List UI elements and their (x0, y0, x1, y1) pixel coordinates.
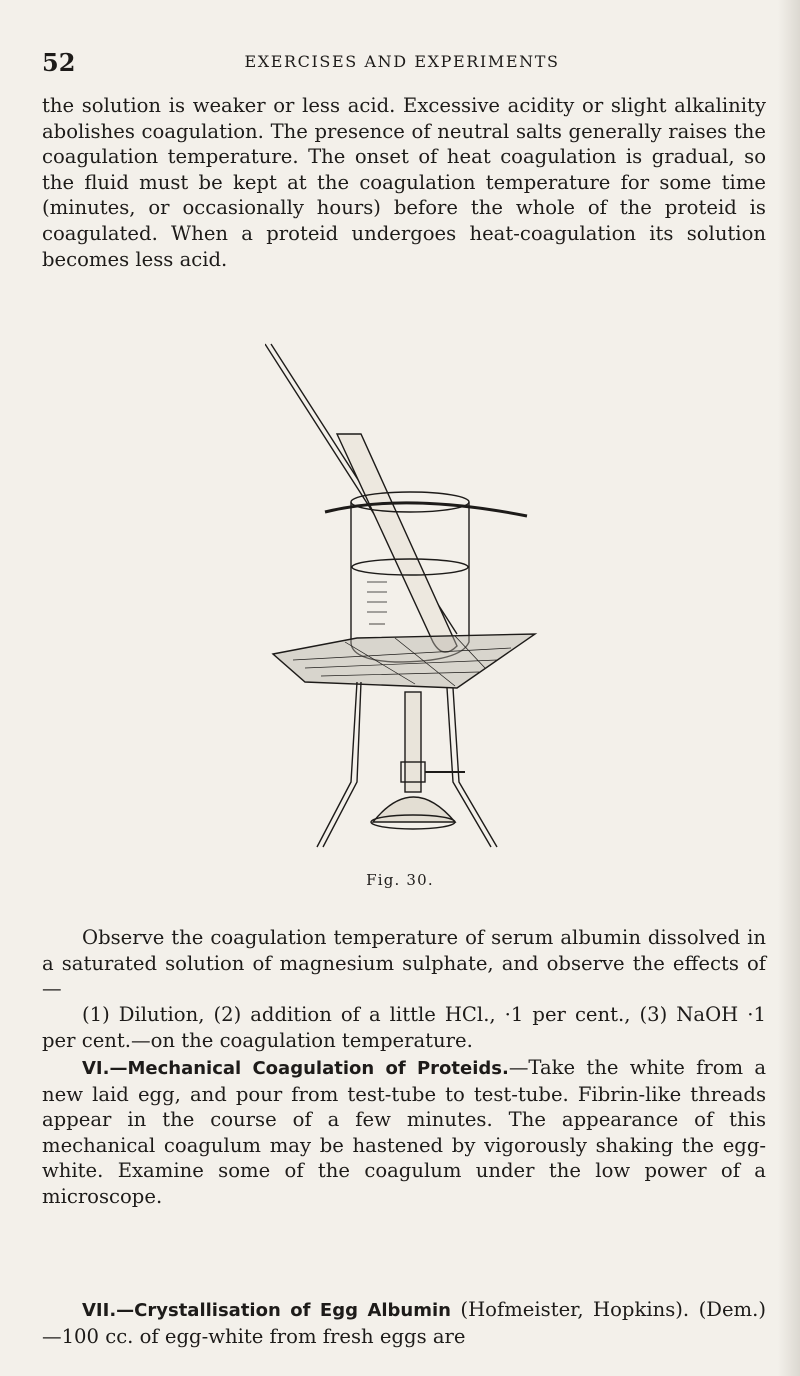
paragraph-5 (42, 1297, 766, 1349)
tripod-leg-left (317, 682, 357, 847)
page-edge-shadow (778, 0, 800, 1376)
figure-caption: Fig. 30. (366, 871, 434, 889)
burner-base (373, 797, 455, 822)
test-tube (337, 434, 457, 652)
paragraph-1: the solution is weaker or less acid. Excessive acidity or slight alkalinity abolishes coagulation. The presence of neutral salts generally raises the coagulation temperature. The onset of heat coagulation is gradual, so the fluid must be kept at the coagulation temperature for some time (minutes, or occasionally hours) before the whole of the proteid is coagulated. When a proteid undergoes heat-coagulation its solution becomes less acid. (42, 94, 766, 271)
wire-clamp (325, 503, 527, 516)
running-head: EXERCISES AND EXPERIMENTS (244, 52, 560, 71)
page-number: 52 (42, 48, 76, 77)
paragraph-2: Observe the coagulation temperature of serum albumin dissolved in a saturated solution of magnesium sulphate, and observe the effects of— (42, 926, 766, 1001)
paragraph-4 (42, 1055, 766, 1210)
section-heading-vi: VI.—Mechanical Coagulation of Proteids. (82, 1058, 509, 1079)
section-heading-vii: VII.—Crystallisation of Egg Albumin (82, 1300, 451, 1321)
paragraph-3: (1) Dilution, (2) addition of a little HCl., ·1 per cent., (3) NaOH ·1 per cent.—on the coagulation temperature. (42, 1003, 766, 1052)
paragraph-5-text: (Hofmeister, Hopkins). (Dem.)—100 cc. of egg-white from fresh eggs are (42, 1298, 766, 1348)
paragraph-4-text: —Take the white from a new laid egg, and pour from test-tube to test-tube. Fibrin-like threads appear in the course of a few minutes. The appearance of this mechanical coagulum may be hastened by vigorously shaking the egg-white. Examine some of the coagulum under the low power of a microscope. (42, 1056, 766, 1208)
wire-gauze (273, 634, 535, 688)
figure-30-illustration (265, 342, 555, 862)
tripod-leg-right (453, 688, 497, 847)
bunsen-burner-tube (405, 692, 421, 792)
page-header (42, 48, 782, 78)
